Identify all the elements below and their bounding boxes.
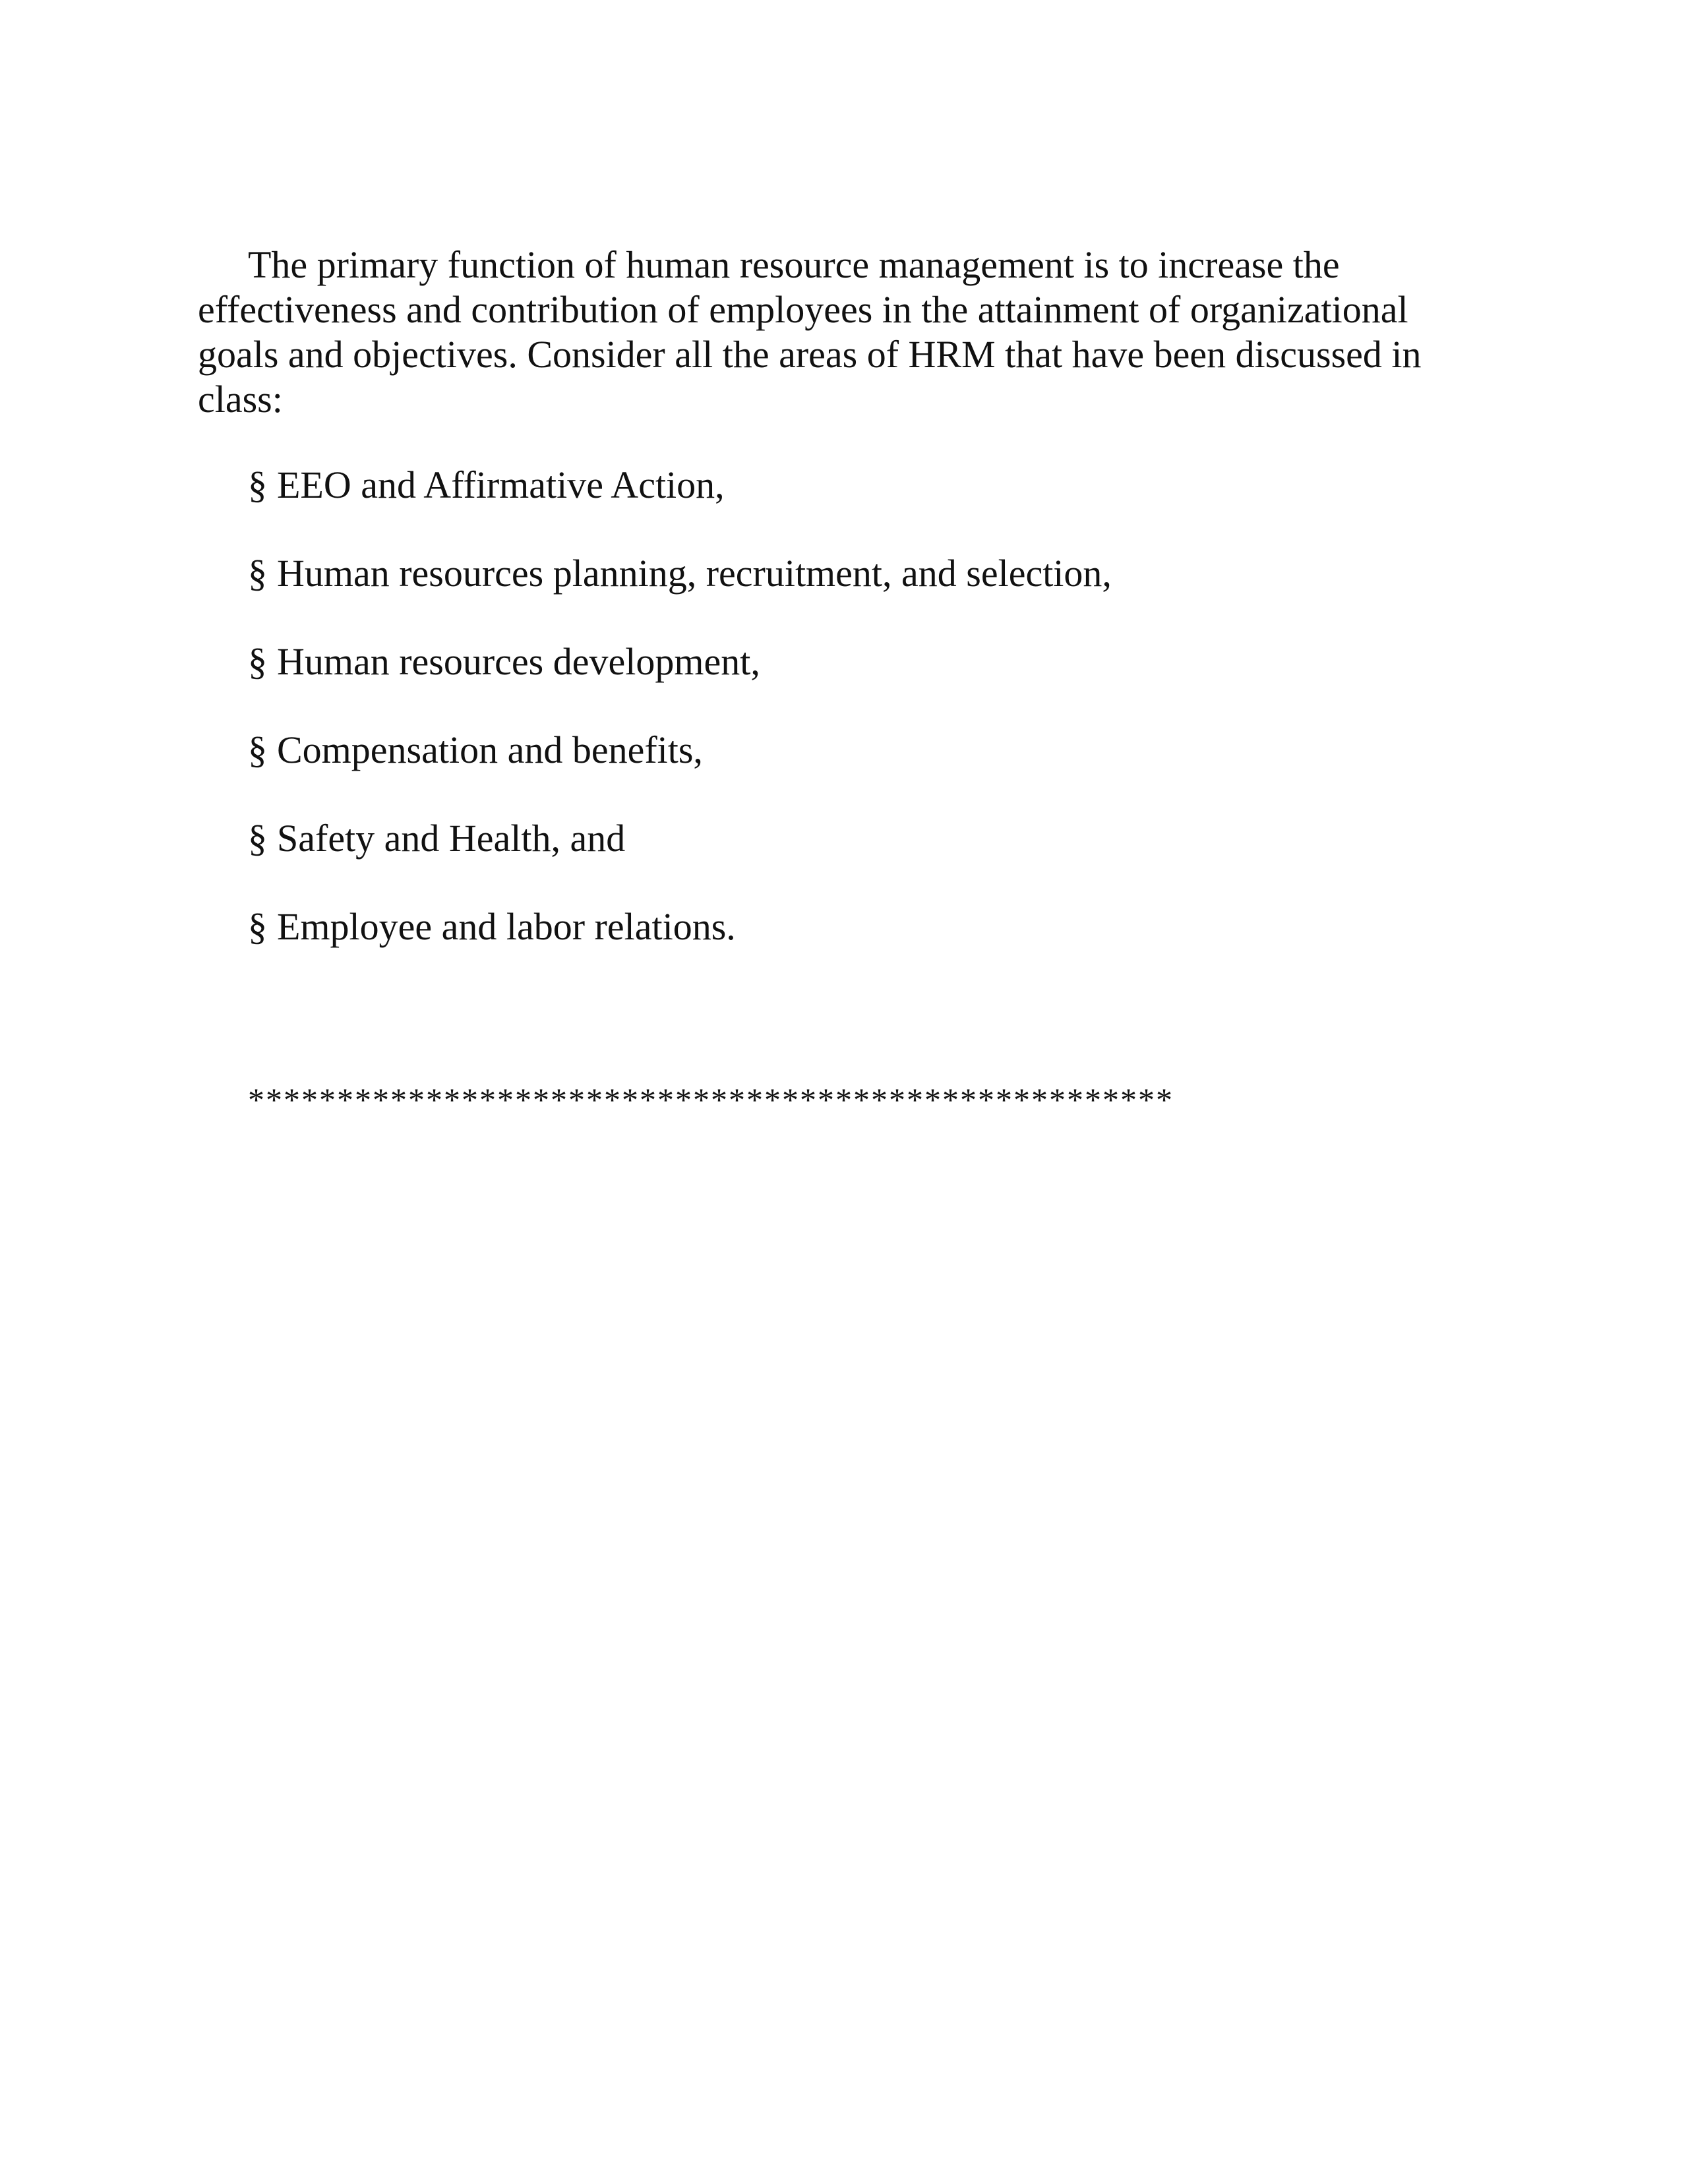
section-sign-bullet: § [248, 552, 267, 595]
list-item-text: Human resources development, [277, 640, 760, 683]
list-item [248, 551, 1112, 596]
section-sign-bullet: § [248, 728, 267, 771]
list-item-text: Compensation and benefits, [277, 728, 703, 771]
intro-paragraph [198, 243, 1503, 422]
list-item [248, 639, 1112, 684]
section-sign-bullet: § [248, 905, 267, 948]
list-item [248, 904, 1112, 949]
list-item [248, 816, 1112, 861]
list-item [248, 728, 1112, 773]
intro-line: class: [198, 378, 283, 421]
list-item-text: Human resources planning, recruitment, and selection, [277, 552, 1112, 595]
list-item-text: EEO and Affirmative Action, [277, 463, 725, 506]
list-item [248, 463, 1112, 508]
section-sign-bullet: § [248, 463, 267, 506]
asterisk-separator: **************************************************** [248, 1081, 1174, 1118]
section-sign-bullet: § [248, 817, 267, 860]
list-item-text: Employee and labor relations. [277, 905, 736, 948]
list-item-text: Safety and Health, and [277, 817, 626, 860]
intro-line: goals and objectives. Consider all the areas of HRM that have been discussed in [198, 333, 1422, 376]
intro-line: effectiveness and contribution of employees in the attainment of organizational [198, 288, 1408, 331]
hrm-areas-list [248, 463, 1112, 993]
intro-line: The primary function of human resource management is to increase the [248, 243, 1340, 286]
section-sign-bullet: § [248, 640, 267, 683]
